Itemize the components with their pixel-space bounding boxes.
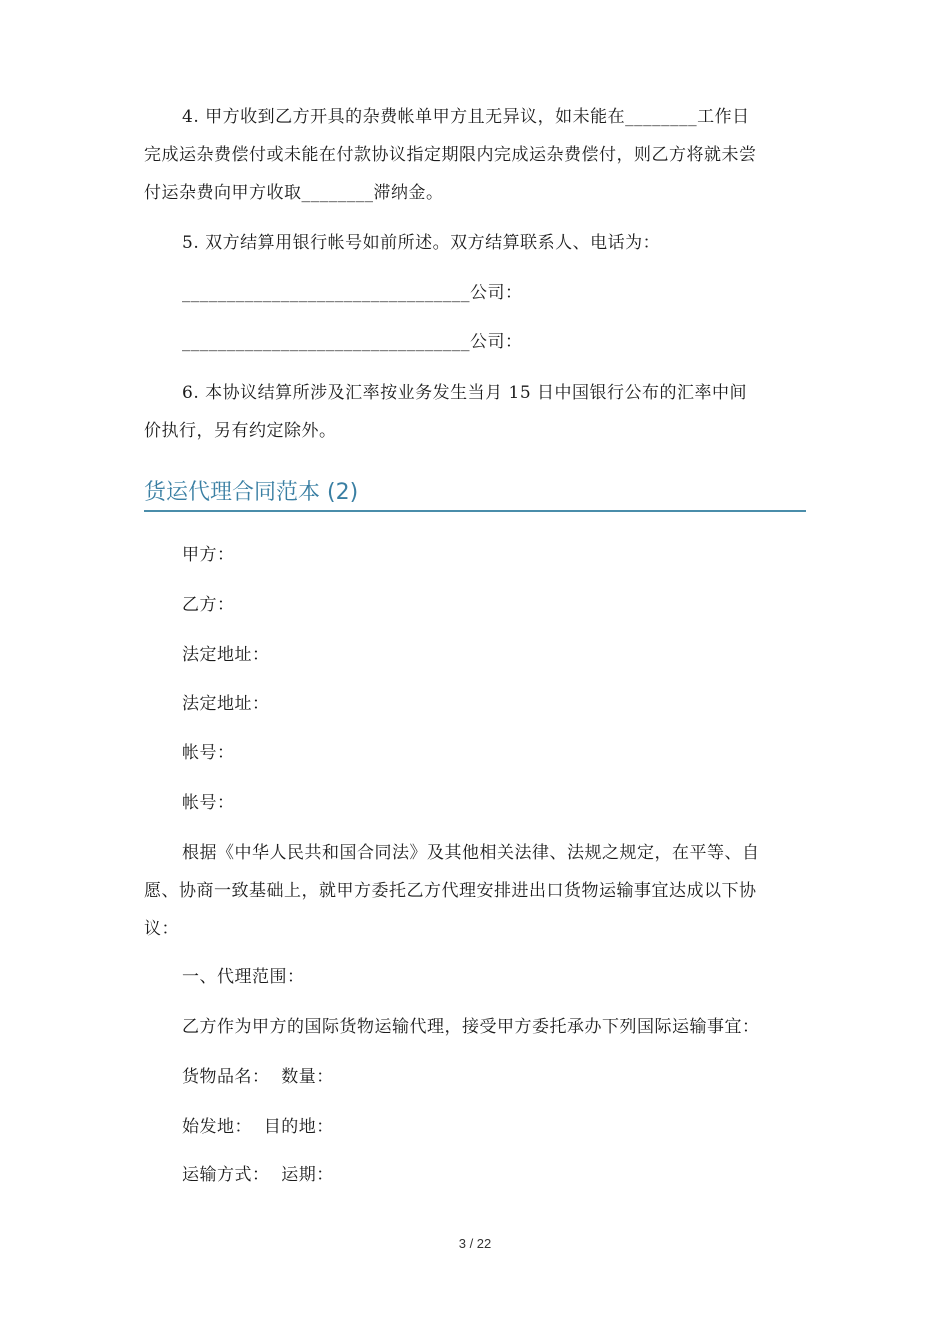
page-indicator: 3 / 22	[458, 1236, 492, 1251]
contact-line-2: ________________________________公司：	[182, 332, 523, 352]
party-a-label: 甲方：	[182, 545, 235, 565]
legal-address-label-1: 法定地址：	[182, 645, 270, 665]
item-6-line-1: 6. 本协议结算所涉及汇率按业务发生当月 15 日中国银行公布的汇率中间	[182, 383, 748, 403]
item-4-line-1: 4. 甲方收到乙方开具的杂费帐单甲方且无异议，如未能在________工作日	[182, 107, 750, 127]
party-b-label: 乙方：	[182, 595, 235, 615]
item-4-line-3: 付运杂费向甲方收取________滞纳金。	[144, 183, 444, 203]
preamble-line-2: 愿、协商一致基础上，就甲方委托乙方代理安排进出口货物运输事宜达成以下协	[144, 881, 757, 901]
item-6-line-2: 价执行，另有约定除外。	[144, 421, 337, 441]
clause-1-text: 乙方作为甲方的国际货物运输代理，接受甲方委托承办下列国际运输事宜：	[182, 1017, 760, 1037]
item-5: 5. 双方结算用银行帐号如前所述。双方结算联系人、电话为：	[182, 233, 661, 253]
preamble-line-3: 议：	[144, 919, 179, 939]
legal-address-label-2: 法定地址：	[182, 694, 270, 714]
clause-1-title: 一、代理范围：	[182, 967, 305, 987]
account-label-2: 帐号：	[182, 793, 235, 813]
contact-line-1: ________________________________公司：	[182, 283, 523, 303]
origin-destination-line: 始发地： 目的地：	[182, 1117, 334, 1137]
preamble-line-1: 根据《中华人民共和国合同法》及其他相关法律、法规之规定，在平等、自	[182, 843, 760, 863]
transport-line: 运输方式： 运期：	[182, 1165, 334, 1185]
account-label-1: 帐号：	[182, 743, 235, 763]
goods-line: 货物品名： 数量：	[182, 1067, 334, 1087]
section-heading: 货运代理合同范本 (2)	[144, 478, 806, 512]
item-4-line-2: 完成运杂费偿付或未能在付款协议指定期限内完成运杂费偿付，则乙方将就未尝	[144, 145, 757, 165]
